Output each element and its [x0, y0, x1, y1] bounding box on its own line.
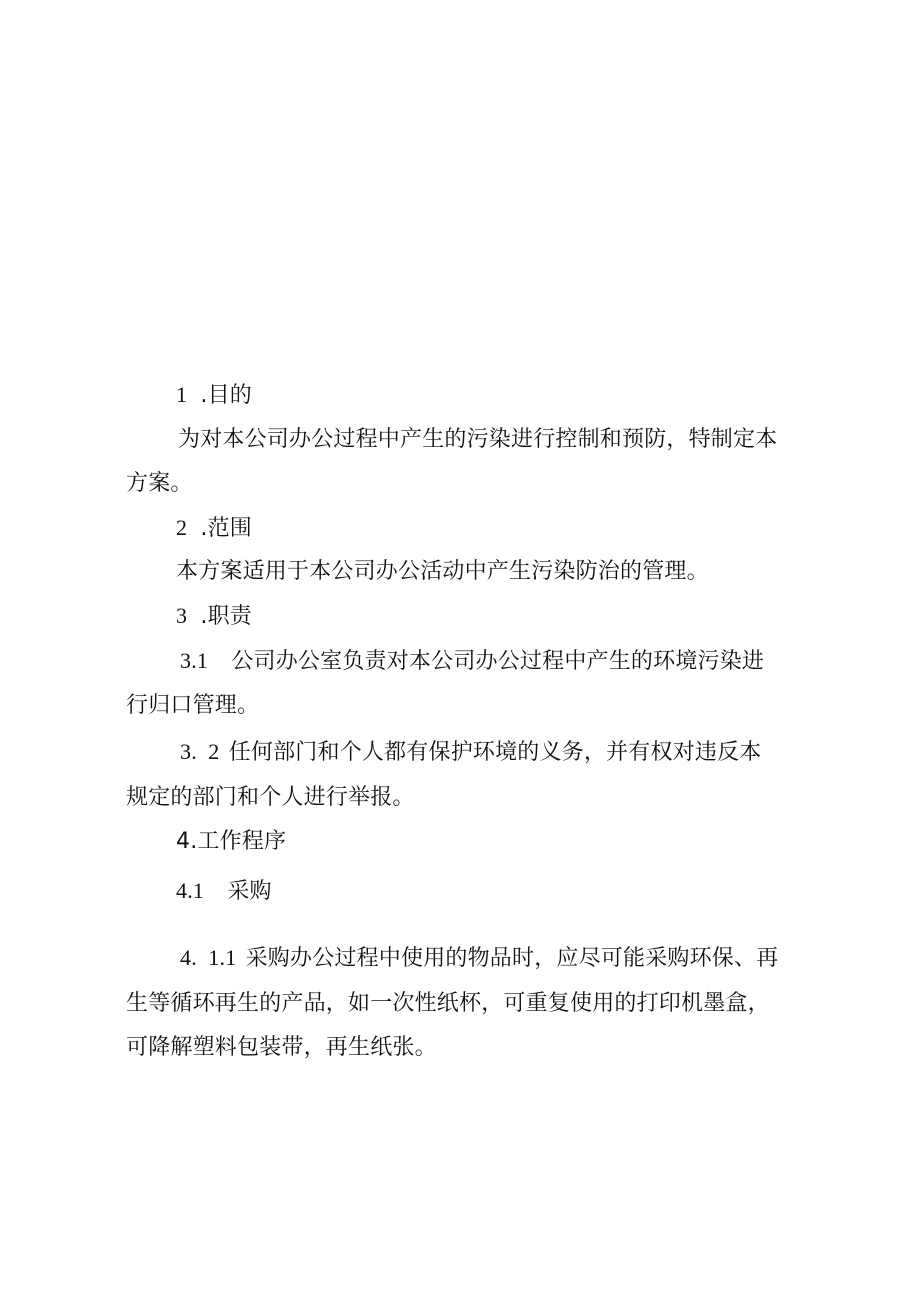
- section-3-number: 3: [176, 603, 188, 628]
- section-4-1-1-line-3: 可降解塑料包装带，再生纸张。: [126, 1035, 437, 1060]
- section-3-1-line-1: [180, 647, 764, 676]
- section-2-heading: [176, 514, 252, 543]
- section-4-1-1-line-1: [180, 944, 778, 973]
- section-2-body: 本方案适用于本公司办公活动中产生污染防治的管理。: [176, 559, 709, 584]
- section-2-title: .范围: [200, 516, 252, 541]
- section-1-body-line-2: 方案。: [126, 471, 193, 496]
- section-3-title: .职责: [200, 604, 252, 629]
- section-3-2-line-2: 规定的部门和个人进行举报。: [126, 785, 415, 810]
- section-4-1-1-text: 采购办公过程中使用的物品时，应尽可能采购环保、再: [245, 946, 779, 971]
- section-3-1-line-2: 行归口管理。: [126, 693, 260, 718]
- section-3-1-number: 3.1: [180, 648, 209, 673]
- section-1-heading: [176, 381, 252, 410]
- section-4-1-heading: [176, 877, 272, 906]
- section-1-body-line-1: 为对本公司办公过程中产生的污染进行控制和预防，特制定本: [178, 427, 778, 452]
- section-1-number: 1: [176, 382, 188, 407]
- section-1-title: .目的: [200, 383, 252, 408]
- section-3-1-text: 公司办公室负责对本公司办公过程中产生的环境污染进: [231, 649, 765, 674]
- section-4-heading: 4.工作程序: [176, 829, 287, 854]
- section-3-2-line-1: [180, 738, 762, 767]
- section-3-2-text: 任何部门和个人都有保护环境的义务，并有权对违反本: [228, 740, 762, 765]
- section-4-1-1-number: 4. 1.1: [180, 945, 237, 970]
- section-4-1-1-line-2: 生等循环再生的产品，如一次性纸杯，可重复使用的打印机墨盒，: [126, 991, 770, 1016]
- section-4-1-number: 4.1: [176, 878, 205, 903]
- section-3-heading: [176, 602, 252, 631]
- section-3-2-number: 3. 2: [180, 739, 220, 764]
- section-2-number: 2: [176, 515, 188, 540]
- section-4-1-title: 采购: [227, 879, 272, 904]
